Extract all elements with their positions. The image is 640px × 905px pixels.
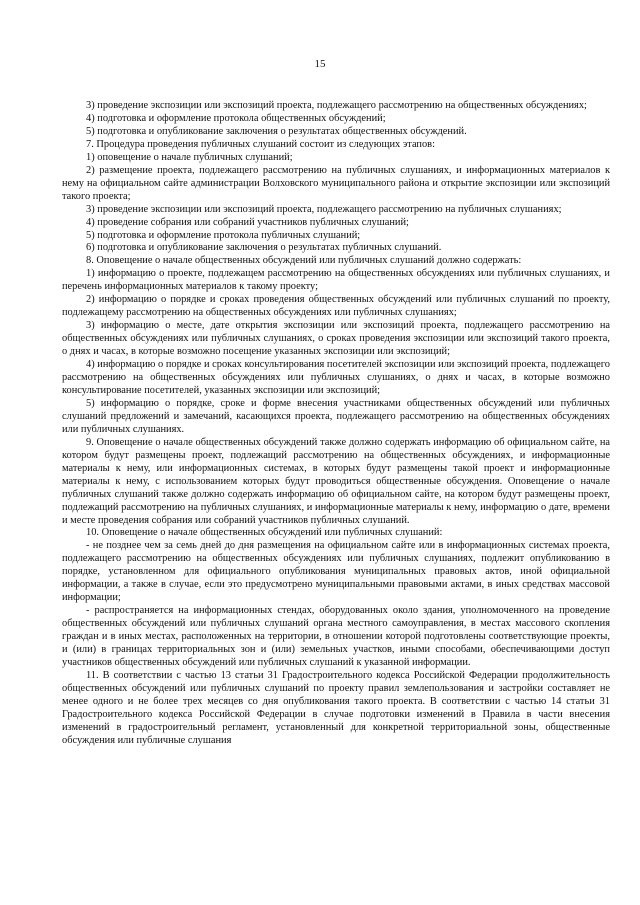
paragraph: 7. Процедура проведения публичных слушаний состоит из следующих этапов: [86,138,435,150]
paragraph: 9. Оповещение о начале общественных обсуждений также должно содержать информацию об официальном сайте, на котором будут размещены проект, подлежащий рассмотрению на общественных обсуждениях, и информационные материалы к нему, или информационных системах, в которых будут размещены такой проект и информационные материалы к нему, с использованием которых будут проводиться общественные обсуждения. Оповещение о начале публичных слушаний также должно содержать информацию об официальном сайте, на котором будут размещены проект, подлежащий рассмотрению на публичных слушаниях, и информационные материалы к нему, информацию о дате, времени и месте проведения собрания или собраний участников публичных слушаний. [62,436,610,526]
page-number: 15 [314,58,326,70]
paragraph: - распространяется на информационных стендах, оборудованных около здания, уполномоченного на проведение общественных обсуждений или публичных слушаний органа местного самоуправления, в местах массового скопления граждан и в иных местах, расположенных на территории, в отношении которой подготовлены соответствующие проекты, и (или) в границах территориальных зон и (или) земельных участков, иными способами, обеспечивающими доступ участников общественных обсуждений или публичных слушаний к указанной информации. [62,605,610,668]
document-body [62,100,610,748]
paragraph: 8. Оповещение о начале общественных обсуждений или публичных слушаний должно содержать: [86,255,522,267]
paragraph: 3) проведение экспозиции или экспозиций проекта, подлежащего рассмотрению на общественных обсуждениях; [86,100,587,111]
paragraph: 3) проведение экспозиции или экспозиций проекта, подлежащего рассмотрению на публичных слушаниях; [86,203,562,215]
paragraph: 2) информацию о порядке и сроках проведения общественных обсуждений или публичных слушаний по проекту, подлежащему рассмотрению на общественных обсуждениях или публичных слушаниях; [62,294,610,319]
paragraph: 5) подготовка и оформление протокола публичных слушаний; [86,229,361,241]
paragraph: 4) информацию о порядке и сроках консультирования посетителей экспозиции или экспозиций проекта, подлежащего рассмотрению на общественных обсуждениях или публичных слушаниях, о днях и часах, в которые возможно консультирование посетителей, указанных экспозиции или экспозиций; [62,359,610,396]
paragraph: 5) информацию о порядке, сроке и форме внесения участниками общественных обсуждений или публичных слушаний предложений и замечаний, касающихся проекта, подлежащего рассмотрению на общественных обсуждениях или публичных слушаниях. [62,397,610,435]
paragraph: - не позднее чем за семь дней до дня размещения на официальном сайте или в информационных системах проекта, подлежащего рассмотрению на общественных обсуждениях или публичных слушаниях, подлежит опубликованию в порядке, установленном для официального опубликования муниципальных правовых актов, иной официальной информации, а также в случае, если это предусмотрено муниципальными правовыми актами, в иных средствах массовой информации; [62,540,610,604]
paragraph: 3) информацию о месте, дате открытия экспозиции или экспозиций проекта, подлежащего рассмотрению на общественных обсуждениях или публичных слушаниях, о сроках проведения экспозиции или экспозиций такого проекта, о днях и часах, в которые возможно посещение указанных экспозиции или экспозиций; [62,320,610,358]
paragraph: 11. В соответствии с частью 13 статьи 31 Градостроительного кодекса Российской Федерации продолжительность общественных обсуждений или публичных слушаний по проекту правил землепользования и застройки составляет не менее одного и не более трех месяцев со дня опубликования такого проекта. В соответствии с частью 14 статьи 31 Градостроительного кодекса Российской Федерации в случае подготовки изменений в Правила в части внесения изменений в градостроительный регламент, установленный для конкретной территориальной зоны, общественные обсуждения или публичные слушания [62,669,610,746]
paragraph: 4) проведение собрания или собраний участников публичных слушаний; [86,216,409,228]
paragraph: 5) подготовка и опубликование заключения о результатах общественных обсуждений. [86,125,467,137]
paragraph: 2) размещение проекта, подлежащего рассмотрению на публичных слушаниях, и информационных материалов к нему на официальном сайте администрации Волховского муниципального района и открытие экспозиции или экспозиций такого проекта; [62,164,610,202]
paragraph: 1) оповещение о начале публичных слушаний; [86,151,293,163]
paragraph: 4) подготовка и оформление протокола общественных обсуждений; [86,112,386,124]
paragraph: 1) информацию о проекте, подлежащем рассмотрению на общественных обсуждениях или публичных слушаниях, и перечень информационных материалов к такому проекту; [62,268,610,293]
paragraph: 6) подготовка и опубликование заключения о результатах публичных слушаний. [86,242,442,254]
paragraph: 10. Оповещение о начале общественных обсуждений или публичных слушаний: [86,527,443,539]
